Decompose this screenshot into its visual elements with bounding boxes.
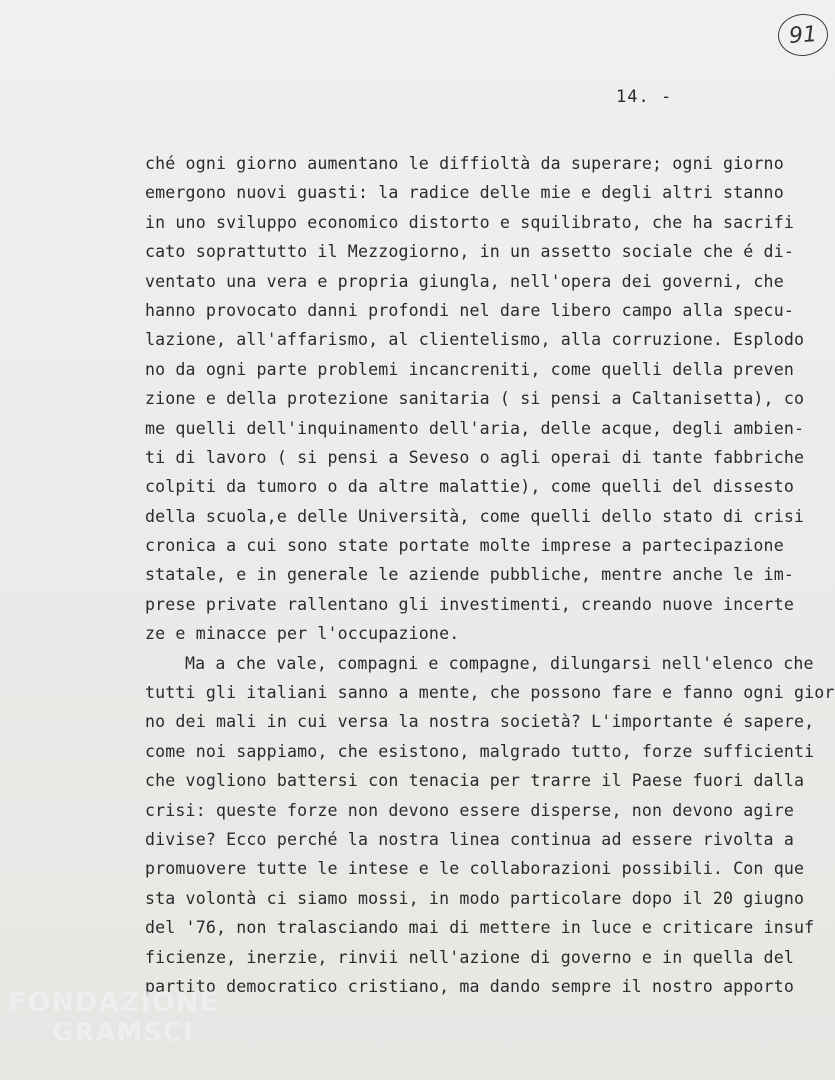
paragraph-start-line: Ma a che vale, compagni e compagne, dilungarsi nell'elenco che xyxy=(185,653,814,673)
archive-number-text: 91 xyxy=(788,21,818,49)
text-line: del '76, non tralasciando mai di mettere in luce e criticare insuf xyxy=(145,918,815,938)
text-line: che vogliono battersi con tenacia per trarre il Paese fuori dalla xyxy=(145,771,805,791)
typewritten-text-block xyxy=(145,149,835,1001)
text-line: ventato una vera e propria giungla, nell'opera dei governi, che xyxy=(145,271,784,291)
text-line: in uno sviluppo economico distorto e squilibrato, che ha sacrifi xyxy=(145,212,794,232)
text-line: ze e minacce per l'occupazione. xyxy=(145,624,460,644)
text-line: no dei mali in cui versa la nostra società? L'importante é sapere, xyxy=(145,712,815,732)
text-line: divise? Ecco perché la nostra linea continua ad essere rivolta a xyxy=(145,829,794,849)
text-line: ti di lavoro ( si pensi a Seveso o agli operai di tante fabbriche xyxy=(145,447,805,467)
text-line: tutti gli italiani sanno a mente, che possono fare e fanno ogni gior xyxy=(145,683,835,703)
page-number: 14. - xyxy=(616,87,673,107)
archive-number-stamp xyxy=(777,12,830,57)
text-line: emergono nuovi guasti: la radice delle mie e degli altri stanno xyxy=(145,183,784,203)
text-line: no da ogni parte problemi incancreniti, come quelli della preven xyxy=(145,359,794,379)
watermark-line-2: GRAMSCI xyxy=(52,1018,194,1048)
text-line: cronica a cui sono state portate molte imprese a partecipazione xyxy=(145,536,784,556)
text-line: colpiti da tumoro o da altre malattie), come quelli del dissesto xyxy=(145,477,794,497)
text-line: promuovere tutte le intese e le collaborazioni possibili. Con que xyxy=(145,859,805,879)
text-line: hanno provocato danni profondi nel dare libero campo alla specu- xyxy=(145,300,794,320)
watermark-line-1: FONDAZIONE xyxy=(8,987,219,1018)
text-line: come noi sappiamo, che esistono, malgrado tutto, forze sufficienti xyxy=(145,741,815,761)
text-line: cato soprattutto il Mezzogiorno, in un assetto sociale che é di- xyxy=(145,242,794,262)
text-line: ché ogni giorno aumentano le diffioltà da superare; ogni giorno xyxy=(145,154,784,173)
text-line: lazione, all'affarismo, al clientelismo, alla corruzione. Esplodo xyxy=(145,330,805,350)
text-line: sta volontà ci siamo mossi, in modo particolare dopo il 20 giugno xyxy=(145,888,805,908)
text-line: prese private rallentano gli investimenti, creando nuove incerte xyxy=(145,594,794,614)
text-line: me quelli dell'inquinamento dell'aria, delle acque, degli ambien- xyxy=(145,418,805,438)
fondazione-gramsci-watermark xyxy=(8,988,219,1048)
text-line: crisi: queste forze non devono essere disperse, non devono agire xyxy=(145,800,794,820)
text-line: ficienze, inerzie, rinvii nell'azione di governo e in quella del xyxy=(145,947,794,967)
text-line: partito democratico cristiano, ma dando sempre il nostro apporto xyxy=(145,976,794,996)
text-line: statale, e in generale le aziende pubbliche, mentre anche le im- xyxy=(145,565,794,585)
text-line: zione e della protezione sanitaria ( si pensi a Caltanisetta), co xyxy=(145,389,805,409)
text-line: della scuola,e delle Università, come quelli dello stato di crisi xyxy=(145,506,805,526)
